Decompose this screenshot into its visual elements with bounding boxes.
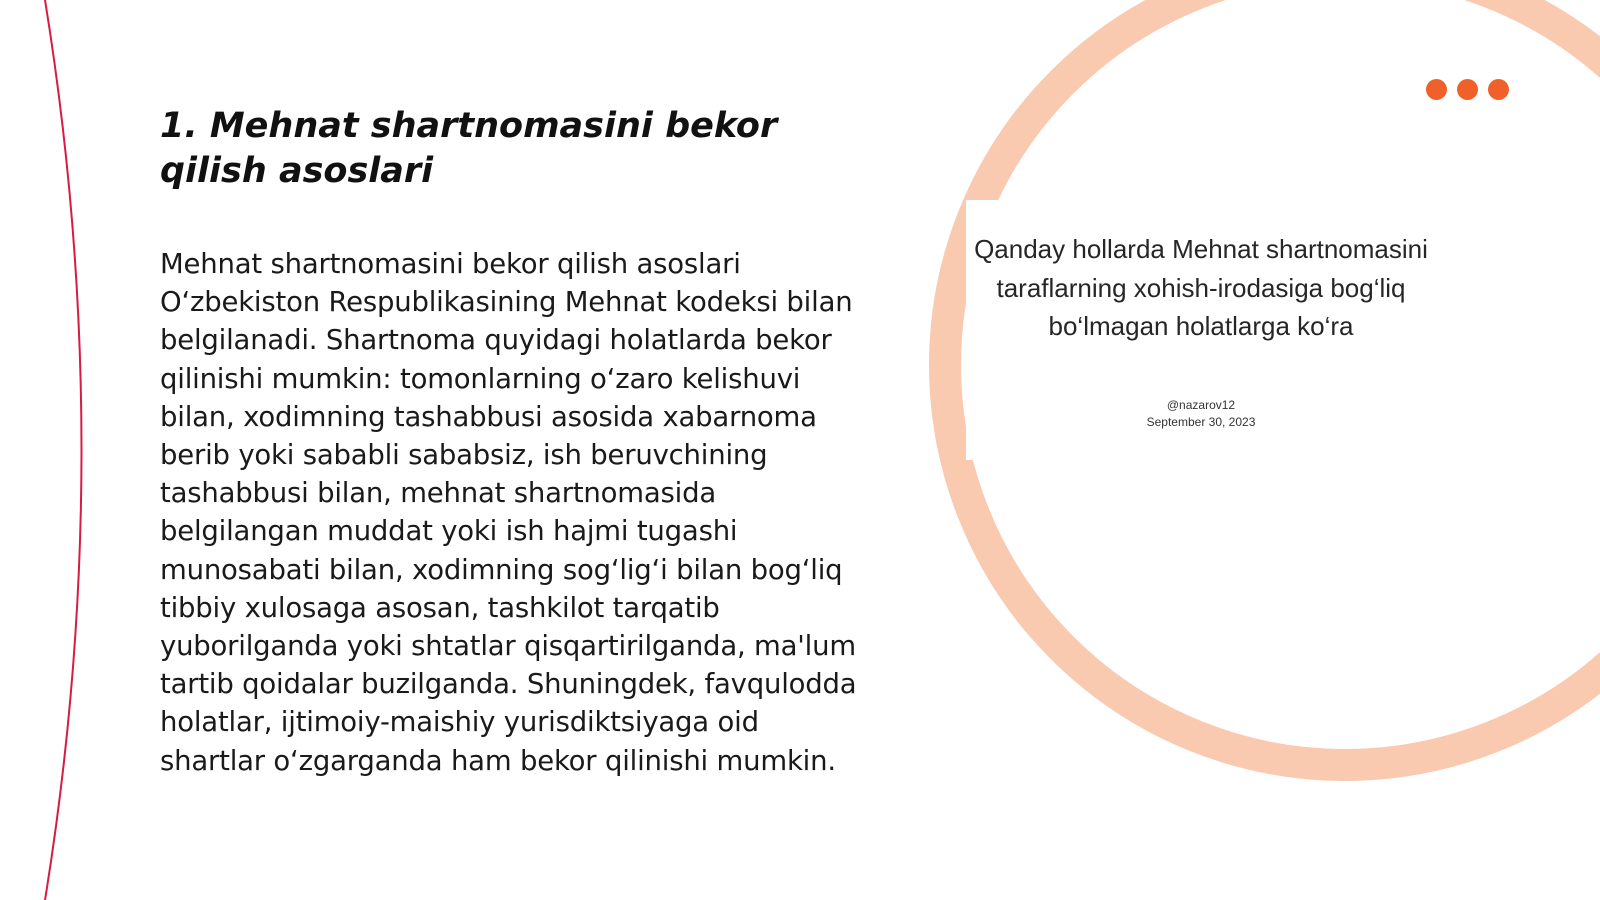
post-card xyxy=(966,200,1436,460)
more-dots-icon[interactable] xyxy=(1426,79,1509,100)
left-edge-line xyxy=(45,0,82,900)
dot-1 xyxy=(1426,79,1447,100)
slide-body-text: Mehnat shartnomasini bekor qilish asoslari O‘zbekiston Respublikasining Mehnat kodeksi bilan belgilanadi. Shartnoma quyidagi holatlarda bekor qilinishi mumkin: tomonlarning o‘zaro kelishuvi bilan, xodimning tashabbusi asosida xabarnoma berib yoki sababli sababsiz, ish beruvchining tashabbusi bilan, mehnat shartnomasida belgilangan muddat yoki ish hajmi tugashi munosabati bilan, xodimning sog‘lig‘i bilan bog‘liq tibbiy xulosaga asosan, tashkilot tarqatib yuborilganda yoki shtatlar qisqartirilganda, ma'lum tartib qoidalar buzilganda. Shuningdek, favqulodda holatlar, ijtimoiy-maishiy yurisdiktsiyaga oid shartlar o‘zgarganda ham bekor qilinishi mumkin. xyxy=(160,248,857,777)
post-date: September 30, 2023 xyxy=(1146,415,1256,429)
card-title: Qanday hollarda Mehnat shartnomasini taraflarning xohish-irodasiga bog‘liq bo‘lmagan holatlarga ko‘ra xyxy=(974,234,1428,341)
author-handle: @nazarov12 xyxy=(1166,398,1236,412)
dot-2 xyxy=(1457,79,1478,100)
slide-title: 1. Mehnat shartnomasini bekor qilish asoslari xyxy=(160,106,778,191)
dot-3 xyxy=(1488,79,1509,100)
